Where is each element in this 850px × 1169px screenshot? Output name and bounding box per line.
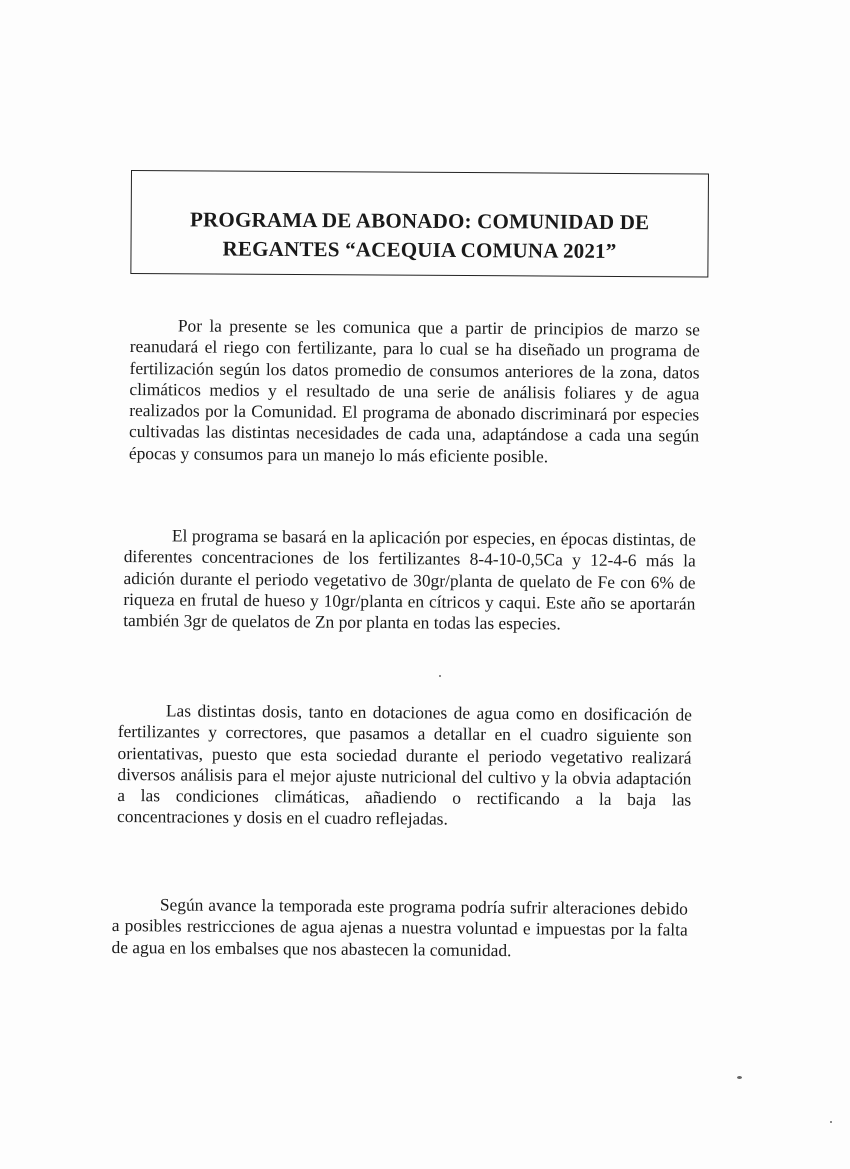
paragraph-text: Por la presente se les comunica que a partir de principios de marzo se reanudará el riego con fertilizante, para lo cual se ha diseñado un programa de fertilización según los datos promedio de consumos anteriores de la zona, datos climáticos medios y el resultado de una serie de análisis foliares y de agua realizados por la Comunidad. El programa de abonado discriminará por especies cultivadas las distintas necesidades de cada una, adaptándose a cada una según épocas y consumos para un manejo lo más eficiente posible.: [128, 315, 700, 467]
scan-speck: [737, 1076, 742, 1079]
document-title: [131, 205, 707, 267]
paragraph-program: [123, 525, 696, 636]
title-box: [130, 170, 709, 278]
paragraph-intro: [129, 315, 700, 469]
paragraph-restrictions: [111, 894, 687, 962]
scan-speck: [439, 675, 441, 677]
paragraph-text: Las distintas dosis, tanto en dotaciones de agua como en dosificación de fertilizantes y correctores, que pasamos a detallar en el cuadro siguiente son orientativas, puesto que esta sociedad durante el periodo vegetativo realizará diversos análisis para el mejor ajuste nutricional del cultivo y la obvia adaptación a las condiciones climáticas, añadiendo o rectificando a la baja las concentraciones y dosis en el cuadro reflejadas.: [117, 700, 692, 830]
paragraph-doses: [117, 700, 692, 832]
paragraph-text: El programa se basará en la aplicación por especies, en épocas distintas, de diferentes concentraciones de los fertilizantes 8-4-10-0,5Ca y 12-4-6 más la adición durante el periodo vegetativo de 30gr/planta de quelato de Fe con 6% de riqueza en frutal de hueso y 10gr/planta en cítricos y caqui. Este año se aportarán también 3gr de quelatos de Zn por planta en todas las especies.: [123, 525, 696, 634]
title-line-2: REGANTES “ACEQUIA COMUNA 2021”: [222, 236, 617, 263]
title-line-1: PROGRAMA DE ABONADO: COMUNIDAD DE: [189, 207, 650, 235]
scan-speck: [830, 1121, 832, 1123]
paragraph-text: Según avance la temporada este programa podría sufrir alteraciones debido a posibles restricciones de agua ajenas a nuestra voluntad e impuestas por la falta de agua en los embalses que nos abastecen la comunidad.: [111, 894, 688, 960]
